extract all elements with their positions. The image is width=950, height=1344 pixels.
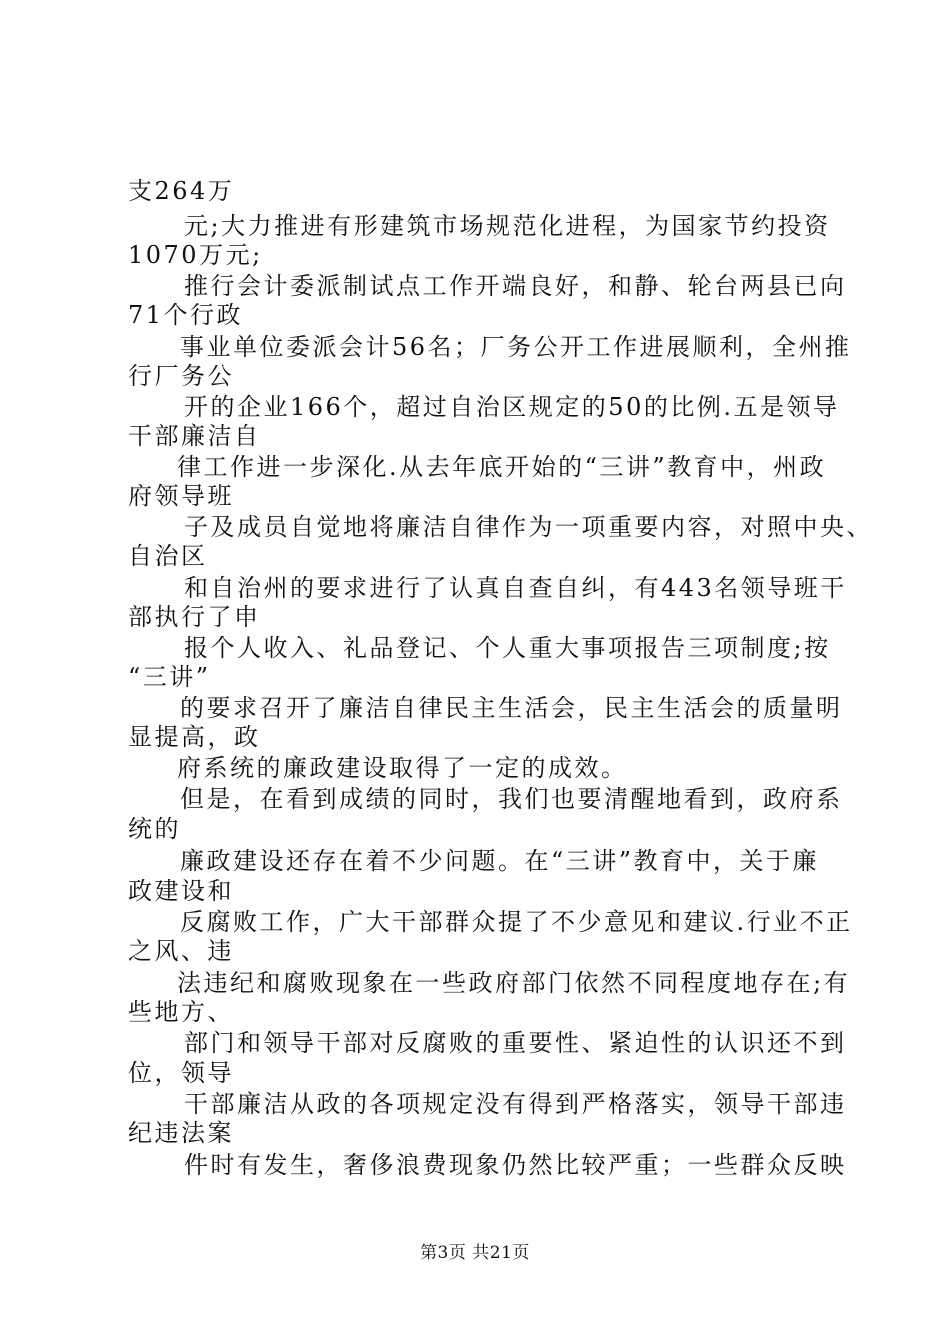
- text-line: 71个行政: [128, 301, 244, 329]
- text-line: 之风、违: [128, 937, 234, 965]
- text-line: “三讲”: [128, 663, 211, 691]
- text-line: 行厂务公: [128, 362, 234, 390]
- text-line: 1070万元;: [128, 241, 263, 269]
- text-line: 位，领导: [128, 1059, 234, 1087]
- text-line: 纪违法案: [128, 1119, 234, 1147]
- text-line: 些地方、: [128, 998, 234, 1026]
- text-line: 事业单位委派会计56名；厂务公开工作进展顺利，全州推: [180, 333, 852, 361]
- text-line: 反腐败工作，广大干部群众提了不少意见和建议.行业不正: [180, 908, 853, 936]
- text-line: 干部廉洁自: [128, 422, 261, 450]
- page-number: 第3页 共21页: [420, 1243, 530, 1263]
- text-line: 元;大力推进有形建筑市场规范化进程，为国家节约投资: [184, 212, 831, 240]
- text-line: 部门和领导干部对反腐败的重要性、紧迫性的认识还不到: [184, 1029, 847, 1057]
- text-line: 法违纪和腐败现象在一些政府部门依然不同程度地存在;有: [177, 969, 851, 997]
- text-line: 府领导班: [128, 482, 234, 510]
- text-line: 廉政建设还存在着不少问题。在“三讲”教育中，关于廉: [180, 847, 820, 875]
- text-line: 报个人收入、礼品登记、个人重大事项报告三项制度;按: [184, 634, 831, 662]
- text-line: 开的企业166个，超过自治区规定的50的比例.五是领导: [184, 393, 840, 421]
- text-line: 和自治州的要求进行了认真自查自纠，有443名领导班干: [184, 574, 847, 602]
- text-line: 干部廉洁从政的各项规定没有得到严格落实，领导干部违: [184, 1090, 847, 1118]
- text-line: 统的: [128, 815, 181, 843]
- text-line: 显提高，政: [128, 723, 261, 751]
- text-line: 自治区: [128, 542, 208, 570]
- text-line: 件时有发生，奢侈浪费现象仍然比较严重；一些群众反映: [184, 1151, 847, 1179]
- text-line: 律工作进一步深化.从去年底开始的“三讲”教育中，州政: [177, 453, 827, 481]
- text-line: 推行会计委派制试点工作开端良好，和静、轮台两县已向: [184, 272, 847, 300]
- text-line: 政建设和: [128, 877, 234, 905]
- text-line: 支264万: [128, 177, 235, 205]
- text-line: 部执行了申: [128, 603, 261, 631]
- text-line: 但是，在看到成绩的同时，我们也要清醒地看到，政府系: [180, 785, 843, 813]
- text-line: 子及成员自觉地将廉洁自律作为一项重要内容，对照中央、: [184, 513, 873, 541]
- text-line: 府系统的廉政建设取得了一定的成效。: [177, 754, 628, 782]
- text-line: 的要求召开了廉洁自律民主生活会，民主生活会的质量明: [180, 694, 843, 722]
